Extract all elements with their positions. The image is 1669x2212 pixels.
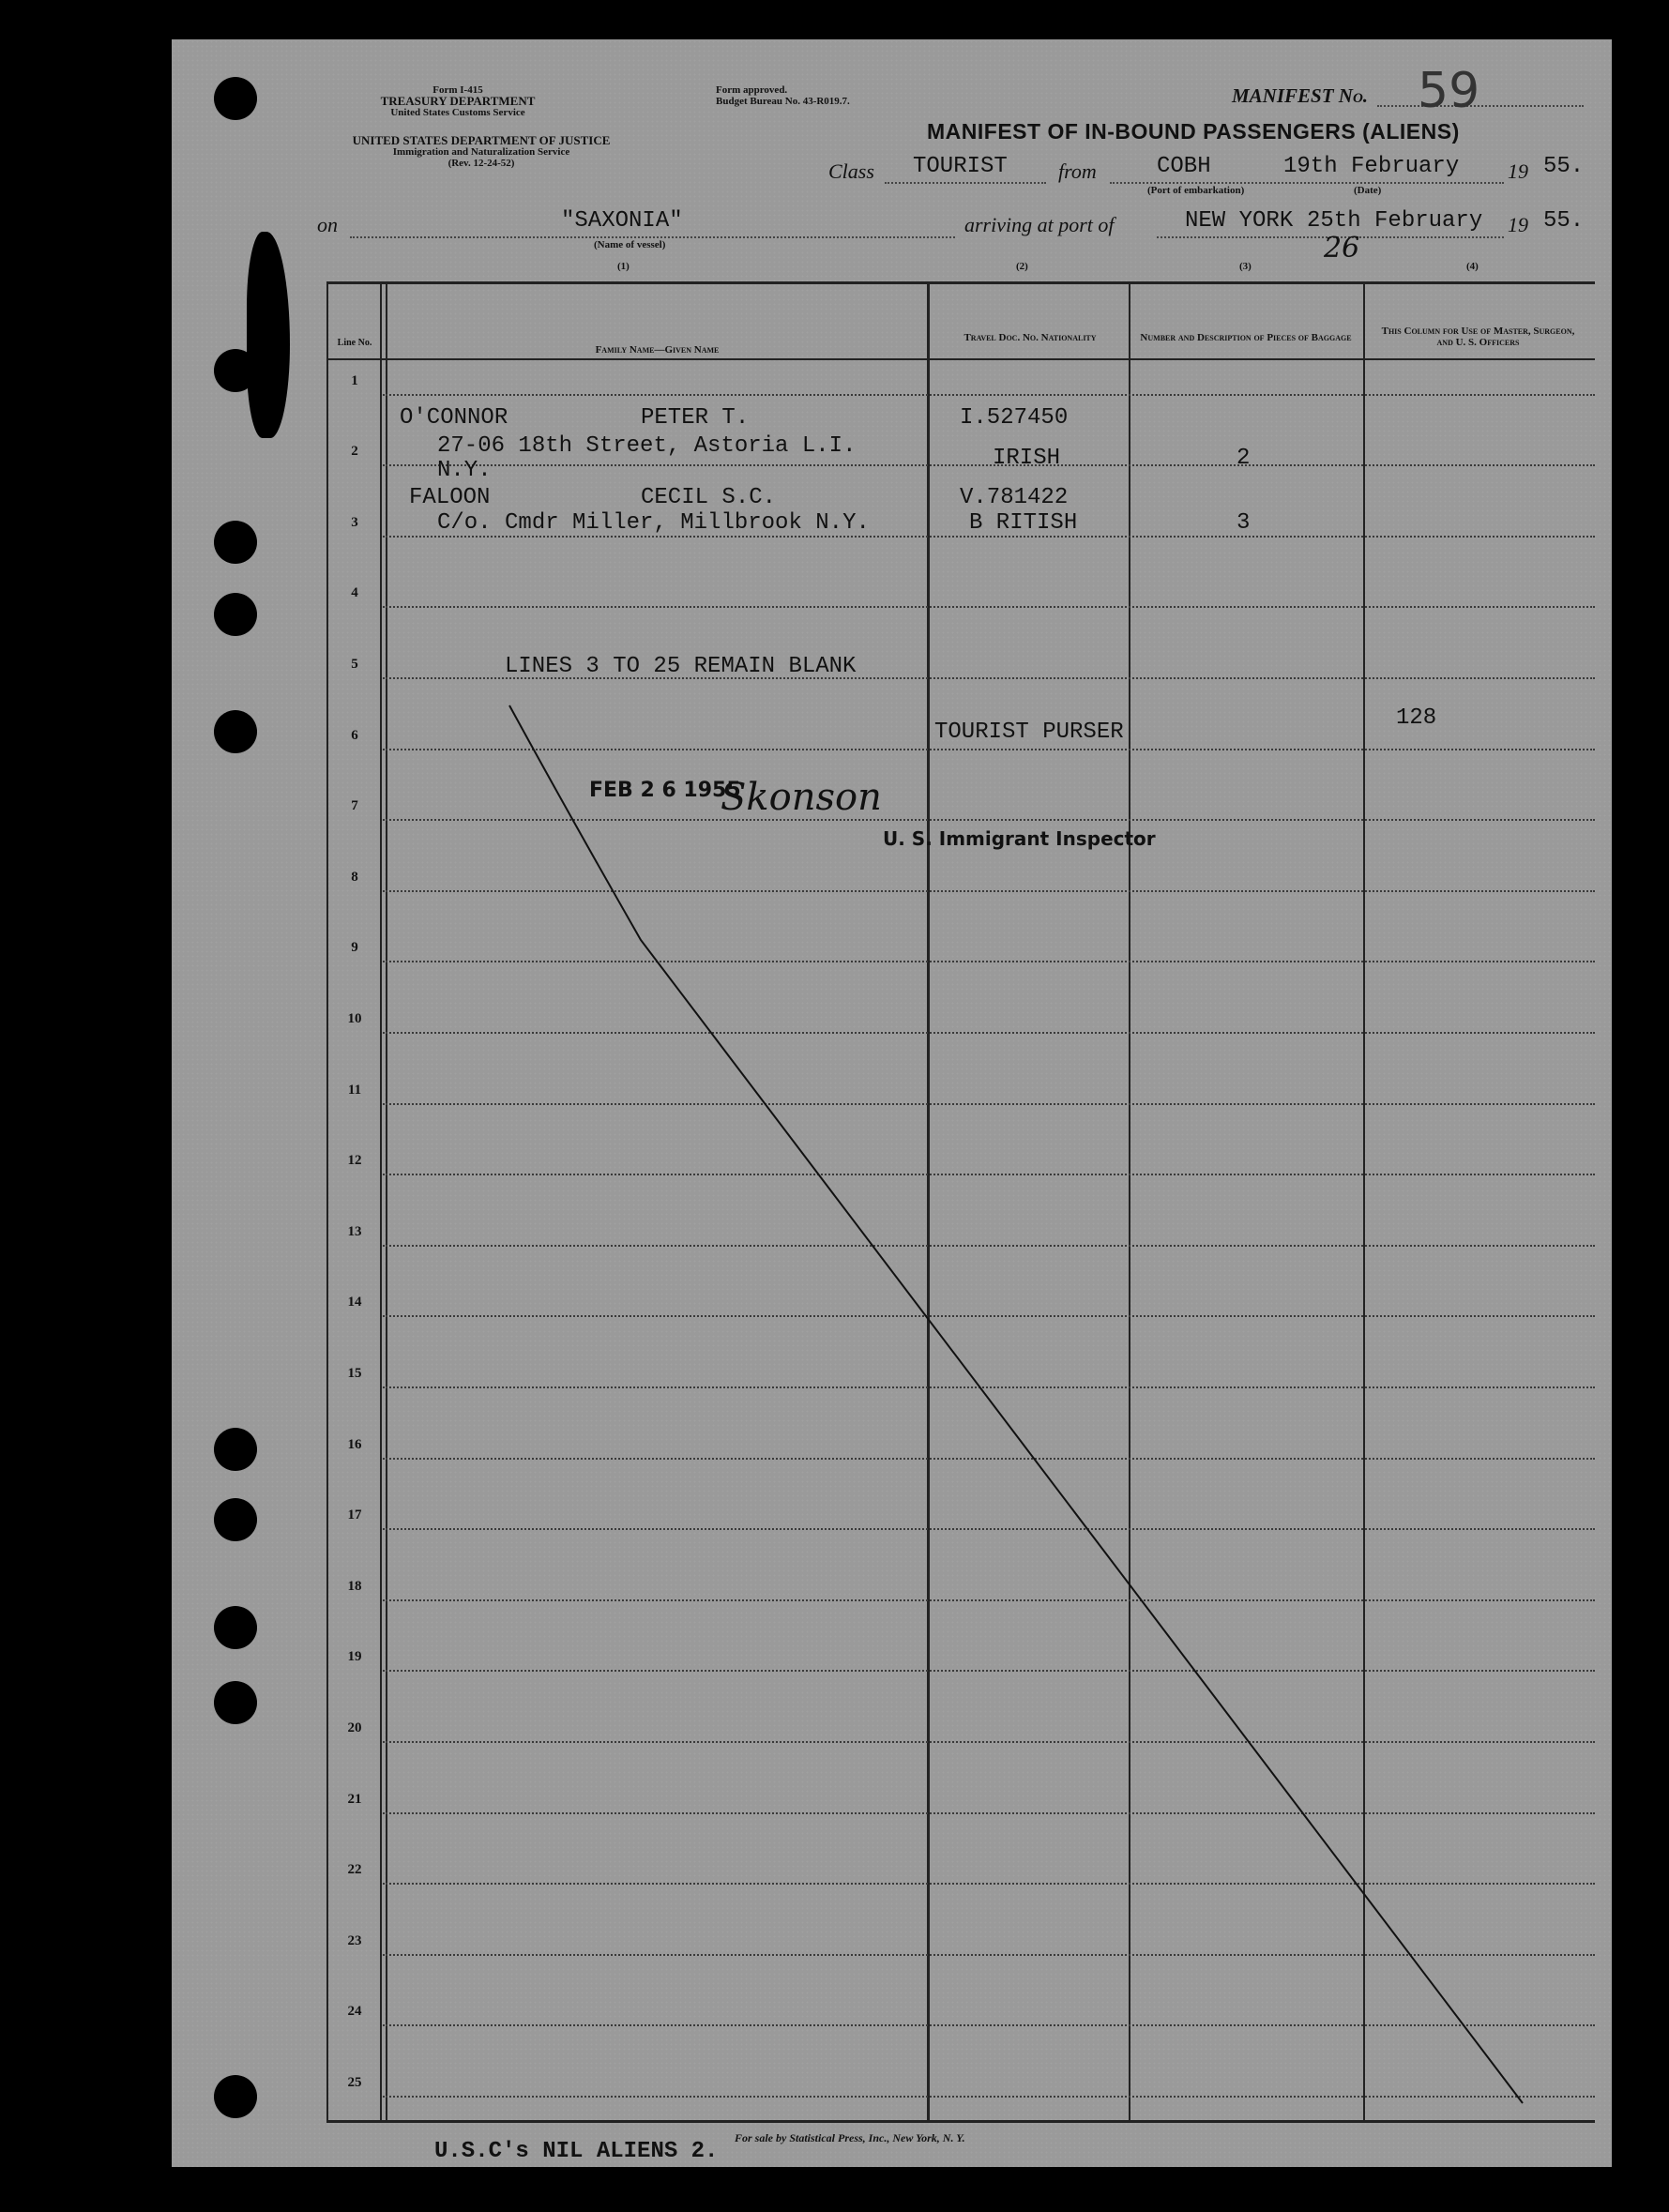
- page-title: MANIFEST OF IN-BOUND PASSENGERS (ALIENS): [927, 119, 1460, 144]
- arrival-port: NEW YORK: [1185, 208, 1294, 234]
- date-caption: (Date): [1354, 185, 1382, 196]
- line-number: 5: [351, 657, 358, 672]
- col-num-1: (1): [617, 261, 630, 272]
- passenger-2-doc-no: V.781422: [960, 485, 1069, 510]
- line-number: 11: [347, 1082, 362, 1098]
- col-header-name: Family Name—Given Name: [595, 344, 720, 356]
- revision: (Rev. 12-24-52): [448, 158, 515, 169]
- line-number: 12: [347, 1153, 362, 1169]
- inspector-signature: Skonson: [721, 776, 882, 819]
- vessel-name: "SAXONIA": [561, 208, 683, 234]
- inspector-title: U. S. Immigrant Inspector: [883, 827, 1156, 850]
- passenger-2-nationality: B RITISH: [969, 510, 1078, 536]
- passenger-2-family-name: FALOON: [409, 485, 491, 510]
- arrival-date: 25th February: [1307, 208, 1483, 234]
- treasury-dept: TREASURY DEPARTMENT: [380, 94, 536, 108]
- line-number: 3: [351, 514, 358, 530]
- on-label: on: [317, 213, 338, 236]
- manifest-number: 59: [1418, 63, 1480, 119]
- printer-credit: For sale by Statistical Press, Inc., New York, N. Y.: [735, 2131, 965, 2144]
- line-number: 4: [351, 585, 358, 601]
- manifest-sheet: [172, 39, 1612, 2167]
- passenger-1-baggage: 2: [1237, 446, 1251, 471]
- handwritten-date-correction: 26: [1324, 232, 1360, 265]
- arrival-year: 55.: [1543, 208, 1585, 234]
- line-number: 21: [347, 1791, 362, 1807]
- form-approved: Form approved.: [716, 84, 788, 96]
- col-header-officers: This Column for Use of Master, Surgeon, and U. S. Officers: [1381, 326, 1575, 348]
- col-num-4: (4): [1466, 261, 1479, 272]
- customs-service: United States Customs Service: [390, 107, 525, 118]
- line-number: 22: [347, 1862, 362, 1878]
- passenger-1-doc-no: I.527450: [960, 405, 1069, 431]
- line-number: 19: [347, 1649, 362, 1665]
- class-label: Class: [828, 159, 874, 183]
- line-number: 9: [351, 940, 358, 956]
- form-id: Form I-415: [432, 84, 483, 96]
- manifest-no-label: MANIFEST No.: [1232, 84, 1369, 107]
- port-embarkation-caption: (Port of embarkation): [1147, 185, 1245, 196]
- embarkation-date: 19th February: [1283, 154, 1460, 179]
- line-number: 6: [351, 727, 358, 743]
- line-number: 20: [347, 1720, 362, 1735]
- summary-note: U.S.C's NIL ALIENS 2.: [434, 2139, 719, 2164]
- passenger-2-baggage: 3: [1237, 510, 1251, 536]
- ins-service: Immigration and Naturalization Service: [392, 146, 570, 158]
- vessel-caption: (Name of vessel): [594, 239, 666, 250]
- line-number: 25: [347, 2075, 362, 2090]
- line-number: 1: [351, 372, 358, 388]
- class-value: TOURIST: [913, 154, 1008, 179]
- year-value: 55.: [1543, 154, 1585, 179]
- line-number: 14: [347, 1295, 362, 1311]
- line-number: 23: [347, 1932, 362, 1948]
- tourist-purser: TOURIST PURSER: [934, 720, 1124, 745]
- line-number: 18: [347, 1578, 362, 1594]
- col-num-2: (2): [1016, 261, 1028, 272]
- passenger-1-family-name: O'CONNOR: [400, 405, 508, 431]
- col-header-travel-doc: Travel Doc. No. Nationality: [963, 332, 1097, 343]
- passenger-1-given-name: PETER T.: [641, 405, 750, 431]
- line-number: 10: [347, 1011, 362, 1026]
- line-number: 8: [351, 869, 358, 885]
- date-stamp: FEB 2 6 1955: [589, 779, 741, 802]
- arrival-year-prefix: 19: [1508, 213, 1528, 236]
- blank-lines-note: LINES 3 TO 25 REMAIN BLANK: [505, 654, 857, 679]
- passenger-1-address-line2: N.Y.: [437, 458, 492, 483]
- col-num-3: (3): [1239, 261, 1252, 272]
- cancellation-line: [172, 39, 1612, 2167]
- line-number: 13: [347, 1223, 362, 1239]
- col-header-line-no: Line No.: [337, 338, 372, 348]
- year-prefix: 19: [1508, 159, 1528, 183]
- line-number: 16: [347, 1436, 362, 1452]
- line-number: 7: [351, 798, 358, 814]
- justice-dept: UNITED STATES DEPARTMENT OF JUSTICE: [352, 133, 611, 147]
- from-value: COBH: [1157, 154, 1211, 179]
- passenger-1-address: 27-06 18th Street, Astoria L.I.: [437, 433, 857, 459]
- line-number: 24: [347, 2004, 362, 2020]
- passenger-2-address: C/o. Cmdr Miller, Millbrook N.Y.: [437, 510, 870, 536]
- line-number: 17: [347, 1507, 362, 1523]
- passenger-1-nationality: IRISH: [993, 446, 1061, 471]
- col-header-baggage: Number and Description of Pieces of Baggage: [1140, 332, 1352, 343]
- line-number: 15: [347, 1366, 362, 1381]
- officer-mark: 128: [1396, 705, 1437, 731]
- line-number: 2: [351, 444, 358, 460]
- arriving-label: arriving at port of: [964, 213, 1115, 236]
- from-label: from: [1058, 159, 1097, 183]
- budget-bureau: Budget Bureau No. 43-R019.7.: [716, 96, 850, 107]
- passenger-2-given-name: CECIL S.C.: [641, 485, 777, 510]
